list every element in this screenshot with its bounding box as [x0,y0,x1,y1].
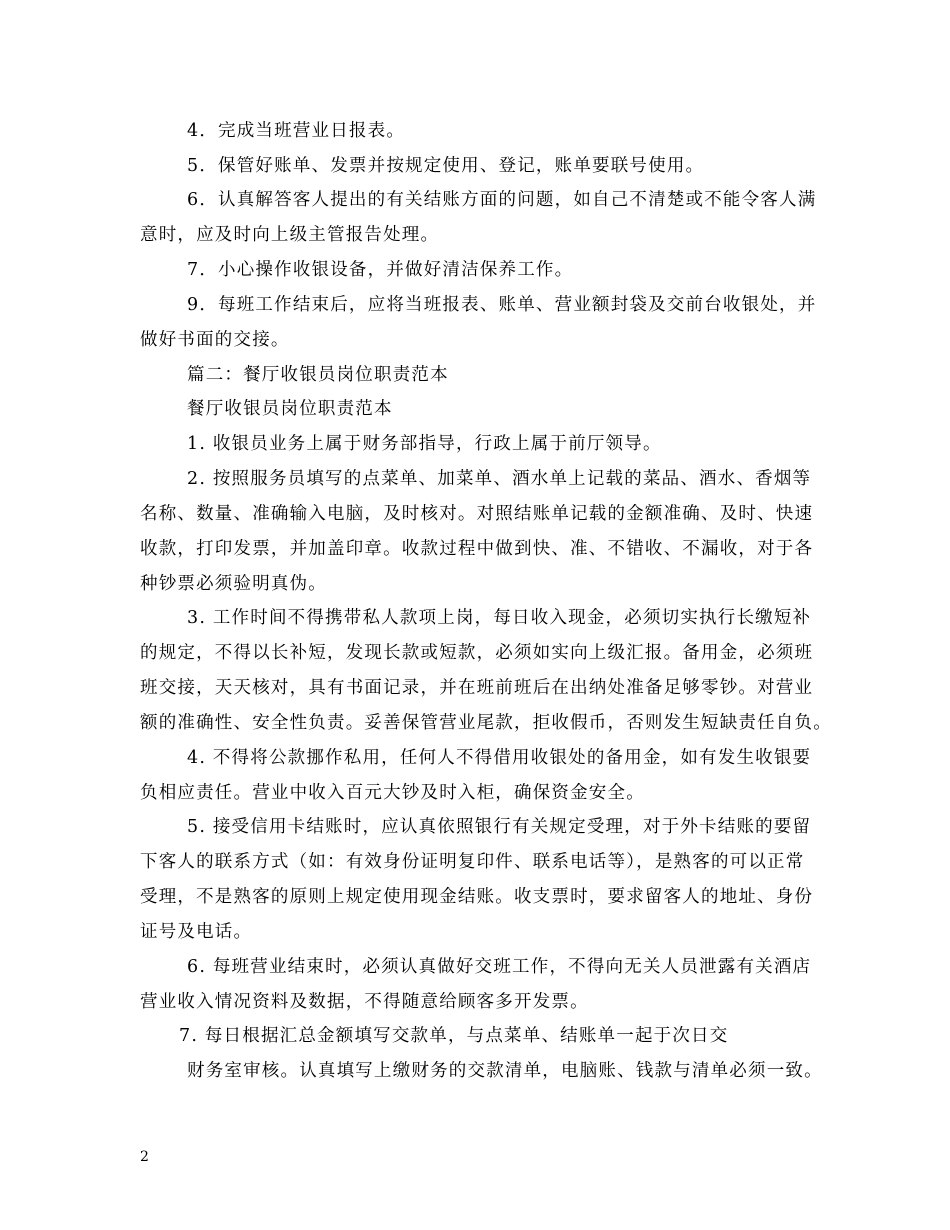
paragraph-line: 2. 按照服务员填写的点菜单、加菜单、酒水单上记载的菜品、酒水、香烟等 [187,469,812,489]
paragraph-line: 种钞票必须验明真伪。 [140,574,327,594]
paragraph-line: 5. 接受信用卡结账时，应认真依照银行有关规定受理，对于外卡结账的要留 [187,817,812,837]
paragraph-line: 6. 每班营业结束时，必须认真做好交班工作，不得向无关人员泄露有关酒店 [187,957,812,977]
page-number: 2 [140,1149,149,1165]
paragraph-line: 营业收入情况资料及数据，不得随意给顾客多开发票。 [140,992,589,1012]
paragraph-line: 证号及电话。 [140,922,253,942]
paragraph-line: 5．保管好账单、发票并按规定使用、登记，账单要联号使用。 [187,156,705,176]
paragraph-line: 财务室审核。认真填写上缴财务的交款清单，电脑账、钱款与清单必须一致。 [187,1061,823,1081]
paragraph-line: 的规定，不得以长补短，发现长款或短款，必须如实向上级汇报。备用金，必须班 [140,643,814,663]
paragraph-line: 4．完成当班营业日报表。 [187,121,406,141]
paragraph-line: 7．小心操作收银设备，并做好清洁保养工作。 [187,260,574,280]
paragraph-line: 4. 不得将公款挪作私用，任何人不得借用收银处的备用金，如有发生收银要 [187,748,812,768]
paragraph-line: 1. 收银员业务上属于财务部指导，行政上属于前厅领导。 [187,434,662,454]
paragraph-line: 下客人的联系方式（如：有效身份证明复印件、联系电话等），是熟客的可以正常 [140,852,805,872]
paragraph-line: 意时，应及时向上级主管报告处理。 [140,225,440,245]
paragraph-line: 7. 每日根据汇总金额填写交款单，与点菜单、结账单一起于次日交 [179,1026,729,1046]
paragraph-line: 做好书面的交接。 [140,330,290,350]
paragraph-line: 6．认真解答客人提出的有关结账方面的问题，如自己不清楚或不能令客人满 [187,190,817,210]
paragraph-line: 受理，不是熟客的原则上规定使用现金结账。收支票时，要求留客人的地址、身份 [140,887,814,907]
paragraph-line: 班交接，天天核对，具有书面记录，并在班前班后在出纳处准备足够零钞。对营业 [140,678,814,698]
document-title: 餐厅收银员岗位职责范本 [187,399,393,419]
paragraph-line: 负相应责任。营业中收入百元大钞及时入柜，确保资金安全。 [140,783,645,803]
paragraph-line: 收款，打印发票，并加盖印章。收款过程中做到快、准、不错收、不漏收，对于各 [140,539,814,559]
paragraph-line: 名称、数量、准确输入电脑，及时核对。对照结账单记载的金额准确、及时、快速 [140,504,814,524]
paragraph-line: 额的准确性、安全性负责。妥善保管营业尾款，拒收假币，否则发生短缺责任自负。 [140,713,832,733]
section-heading: 篇二：餐厅收银员岗位职责范本 [187,365,449,385]
paragraph-line: 3. 工作时间不得携带私人款项上岗，每日收入现金，必须切实执行长缴短补 [187,608,812,628]
paragraph-line: 9．每班工作结束后，应将当班报表、账单、营业额封袋及交前台收银处，并 [187,295,817,315]
